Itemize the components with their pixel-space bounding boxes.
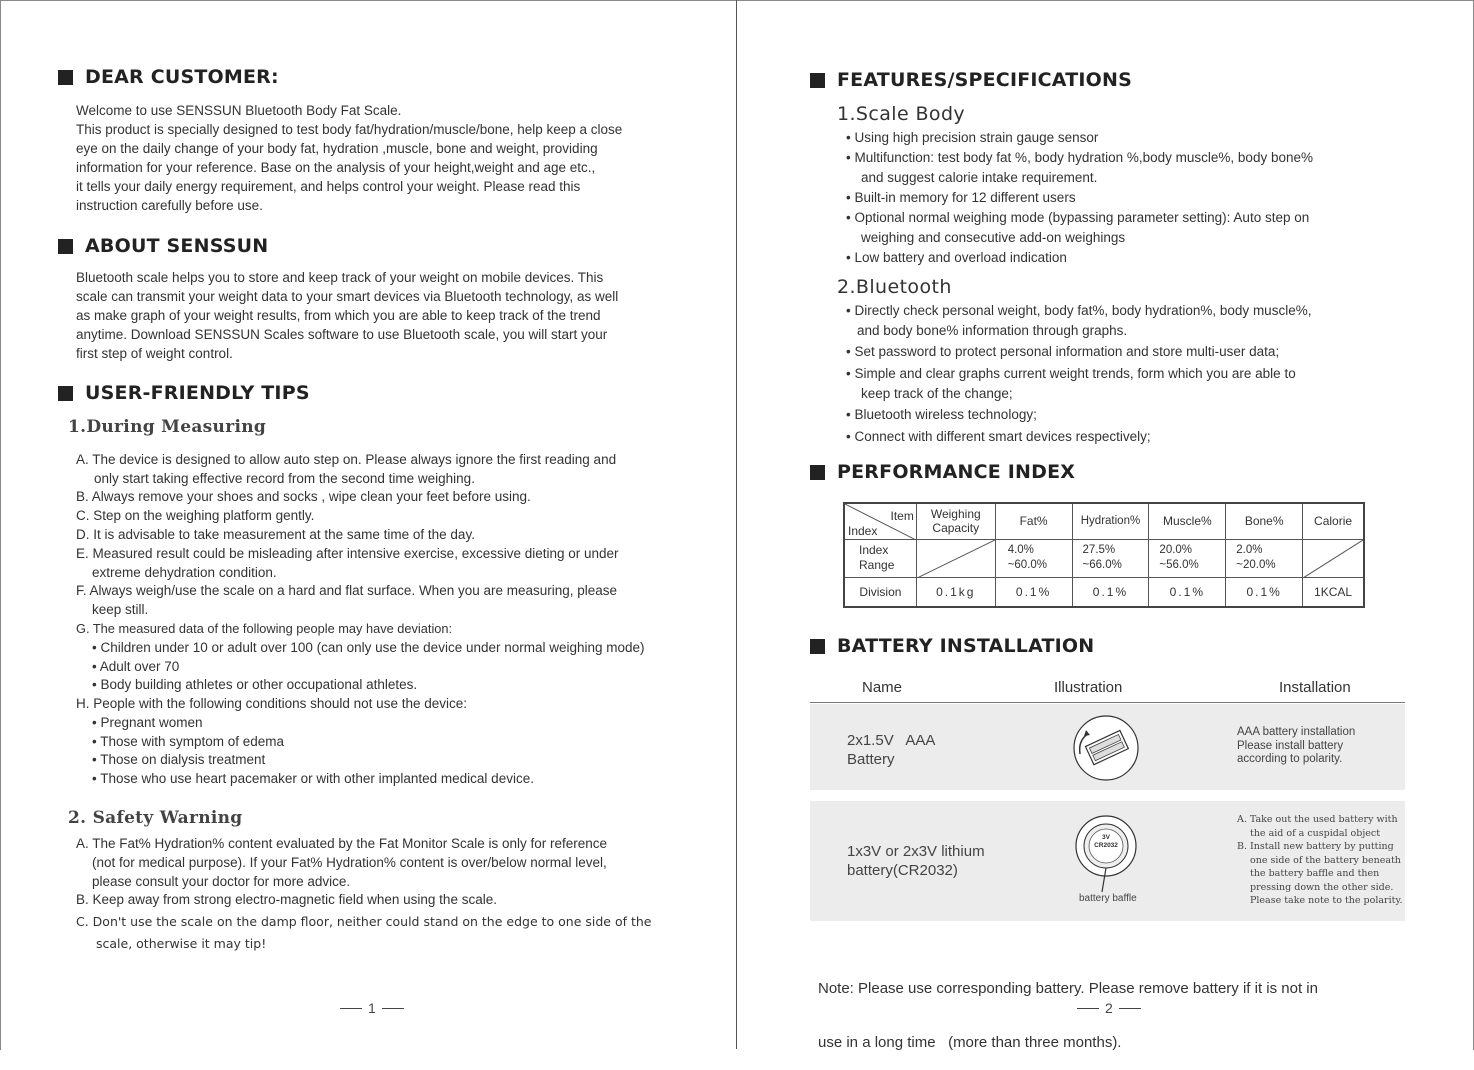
battery-header-rule — [810, 702, 1405, 703]
heading-text: PERFORMANCE INDEX — [837, 461, 1076, 483]
list-item: • Set password to protect personal information and store multi-user data; — [846, 344, 1280, 359]
battery-name-line: 1x3V or 2x3V lithium — [847, 843, 985, 860]
diagonal-line — [1303, 540, 1363, 578]
list-item: D. It is advisable to take measurement at the same time of the day. — [76, 527, 475, 542]
subheading-scale-body: 1.Scale Body — [837, 103, 966, 125]
header-muscle: Muscle% — [1149, 503, 1226, 539]
table-row — [844, 503, 1364, 539]
list-item: and suggest calorie intake requirement. — [861, 170, 1098, 185]
list-item: (not for medical purpose). If your Fat% Hydration% content is over/below normal level, — [92, 855, 607, 870]
row-label-division: Division — [844, 577, 916, 607]
battery-name-cr2032 — [847, 842, 985, 880]
note-line: Note: Please use corresponding battery. Please remove battery if it is not in — [818, 980, 1318, 997]
list-item: G. The measured data of the following people may have deviation: — [76, 621, 453, 636]
battery-name-line: Battery — [847, 751, 895, 768]
install-line: AAA battery installation — [1237, 726, 1356, 738]
list-item: only start taking effective record from the second time weighing. — [94, 471, 475, 486]
paragraph-line: information for your reference. Base on the analysis of your height,weight and age etc., — [76, 160, 596, 175]
coin-battery-icon — [1070, 812, 1146, 894]
install-line: B. Install new battery by putting — [1237, 841, 1394, 852]
division-cell-capacity: 0.1kg — [916, 577, 995, 607]
paragraph-line: instruction carefully before use. — [76, 198, 263, 213]
page-number-text: 2 — [1105, 1000, 1113, 1016]
bullet-square-icon — [810, 465, 825, 480]
page-divider — [736, 0, 737, 1049]
list-item: • Built-in memory for 12 different users — [846, 190, 1076, 205]
section-heading-dear-customer — [58, 66, 279, 88]
paragraph-line: first step of weight control. — [76, 346, 233, 361]
install-line: A. Take out the used battery with — [1237, 814, 1398, 825]
list-item: • Children under 10 or adult over 100 (can only use the device under normal weighing mode) — [92, 640, 645, 655]
battery-name-line: battery(CR2032) — [847, 862, 958, 879]
install-line: Please take note to the polarity. — [1250, 895, 1403, 906]
list-item: • Using high precision strain gauge sensor — [846, 130, 1099, 145]
list-item: please consult your doctor for more advice. — [92, 874, 351, 889]
range-cell-calorie — [1303, 539, 1364, 577]
list-item: C. Step on the weighing platform gently. — [76, 508, 315, 523]
list-item: weighing and consecutive add-on weighings — [861, 230, 1126, 245]
section-heading-battery-installation — [810, 635, 1094, 657]
bullet-square-icon — [58, 386, 73, 401]
range-cell-bone: 2.0% ~20.0% — [1226, 539, 1303, 577]
battery-install-aaa — [1237, 726, 1355, 767]
dear-customer-paragraph — [76, 101, 696, 215]
paragraph-line: This product is specially designed to test body fat/hydration/muscle/bone, help keep a close — [76, 122, 623, 137]
list-item: keep track of the change; — [861, 386, 1013, 401]
install-line: Please install battery — [1237, 739, 1344, 752]
list-item: • Connect with different smart devices respectively; — [846, 429, 1151, 444]
corner-item-label: Item — [890, 509, 914, 523]
coin-text: 3V — [1102, 834, 1110, 841]
page-number-text: 1 — [368, 1000, 376, 1016]
paragraph-line: anytime. Download SENSSUN Scales software to use Bluetooth scale, you will start your — [76, 327, 608, 342]
performance-index-table — [843, 502, 1365, 608]
range-cell-capacity — [916, 539, 995, 577]
section-heading-performance-index — [810, 461, 1075, 483]
page-number-2 — [1071, 1000, 1147, 1016]
heading-text: FEATURES/SPECIFICATIONS — [837, 69, 1132, 91]
list-item: B. Keep away from strong electro-magnetic field when using the scale. — [76, 892, 497, 907]
bullet-square-icon — [58, 239, 73, 254]
heading-text: DEAR CUSTOMER: — [85, 66, 279, 88]
list-item: H. People with the following conditions should not use the device: — [76, 696, 467, 711]
list-item: E. Measured result could be misleading after intensive exercise, excessive dieting or under — [76, 546, 619, 561]
battery-name-aaa — [847, 731, 935, 769]
list-item: • Multifunction: test body fat %, body hydration %,body muscle%, body bone% — [846, 150, 1313, 165]
header-bone: Bone% — [1226, 503, 1303, 539]
battery-col-illustration: Illustration — [1054, 679, 1123, 696]
install-line: pressing down the other side. — [1250, 881, 1394, 893]
list-item: A. The device is designed to allow auto step on. Please always ignore the first reading and — [76, 452, 617, 467]
header-calorie: Calorie — [1303, 503, 1364, 539]
battery-col-installation: Installation — [1279, 679, 1351, 696]
heading-text: USER-FRIENDLY TIPS — [85, 382, 310, 404]
heading-text: ABOUT SENSSUN — [85, 235, 269, 257]
list-item: • Optional normal weighing mode (bypassing parameter setting): Auto step on — [846, 210, 1310, 225]
list-item: A. The Fat% Hydration% content evaluated by the Fat Monitor Scale is only for reference — [76, 836, 608, 851]
bullet-square-icon — [810, 73, 825, 88]
about-senssun-paragraph — [76, 268, 696, 363]
header-hydration: Hydration% — [1072, 503, 1149, 539]
list-item: F. Always weigh/use the scale on a hard and flat surface. When you are measuring, please — [76, 583, 618, 598]
section-heading-user-friendly-tips — [58, 382, 310, 404]
corner-index-label: Index — [848, 523, 878, 538]
battery-col-name: Name — [862, 679, 903, 696]
battery-install-cr2032 — [1237, 813, 1403, 908]
battery-name-line: 2x1.5V AAA — [847, 732, 936, 749]
paragraph-line: eye on the daily change of your body fat, hydration ,muscle, bone and weight, providing — [76, 141, 598, 156]
list-item: • Simple and clear graphs current weight trends, form which you are able to — [846, 366, 1296, 381]
list-item: extreme dehydration condition. — [92, 565, 277, 580]
list-item: • Pregnant women — [92, 715, 203, 730]
bullet-square-icon — [58, 70, 73, 85]
install-line: one side of the battery beneath — [1250, 854, 1401, 866]
section-heading-features — [810, 69, 1132, 91]
paragraph-line: it tells your daily energy requirement, and helps control your weight. Please read this — [76, 179, 581, 194]
install-line: the aid of a cuspidal object — [1250, 827, 1381, 839]
division-cell-muscle: 0.1% — [1149, 577, 1226, 607]
paragraph-line: Bluetooth scale helps you to store and keep track of your weight on mobile devices. This — [76, 270, 604, 285]
list-item: C. Don't use the scale on the damp floor, neither could stand on the edge to one side of the — [76, 914, 652, 929]
subheading-during-measuring: 1.During Measuring — [68, 417, 267, 437]
bullet-square-icon — [810, 639, 825, 654]
install-line: the battery baffle and then — [1250, 868, 1380, 879]
aaa-battery-compartment-icon — [1072, 714, 1140, 782]
paragraph-line: Welcome to use SENSSUN Bluetooth Body Fat Scale. — [76, 103, 402, 118]
list-item: scale, otherwise it may tip! — [96, 936, 267, 951]
range-cell-fat: 4.0% ~60.0% — [995, 539, 1072, 577]
list-item: • Low battery and overload indication — [846, 250, 1067, 265]
section-heading-about-senssun — [58, 235, 268, 257]
diagonal-line — [917, 540, 995, 578]
list-item: B. Always remove your shoes and socks , wipe clean your feet before using. — [76, 489, 531, 504]
list-item: keep still. — [92, 602, 149, 617]
subheading-bluetooth: 2.Bluetooth — [837, 276, 952, 298]
paragraph-line: scale can transmit your weight data to your smart devices via Bluetooth technology, as well — [76, 289, 619, 304]
page-number-1 — [334, 1000, 410, 1016]
paragraph-line: as make graph of your weight results, from which you are able to keep track of the trend — [76, 308, 601, 323]
range-cell-muscle: 20.0% ~56.0% — [1149, 539, 1226, 577]
note-line: use in a long time (more than three months). — [818, 1034, 1122, 1051]
division-cell-calorie: 1KCAL — [1303, 577, 1364, 607]
coin-battery-label — [1094, 834, 1118, 850]
header-weighing-capacity: Weighing Capacity — [916, 503, 995, 539]
division-cell-hydration: 0.1% — [1072, 577, 1149, 607]
battery-note — [818, 944, 1318, 1070]
list-item: • Body building athletes or other occupational athletes. — [92, 677, 418, 692]
division-cell-fat: 0.1% — [995, 577, 1072, 607]
coin-text: CR2032 — [1094, 842, 1118, 849]
table-row — [844, 539, 1364, 577]
install-line: according to polarity. — [1237, 753, 1343, 765]
heading-text: BATTERY INSTALLATION — [837, 635, 1095, 657]
table-row — [844, 577, 1364, 607]
battery-baffle-caption: battery baffle — [1079, 893, 1137, 904]
header-fat: Fat% — [995, 503, 1072, 539]
list-item: • Directly check personal weight, body fat%, body hydration%, body muscle%, — [846, 303, 1312, 318]
list-item: • Those who use heart pacemaker or with other implanted medical device. — [92, 771, 534, 786]
subheading-safety-warning: 2. Safety Warning — [68, 808, 243, 828]
division-cell-bone: 0.1% — [1226, 577, 1303, 607]
list-item: • Those on dialysis treatment — [92, 752, 266, 767]
list-item: • Adult over 70 — [92, 659, 180, 674]
list-item: and body bone% information through graphs. — [857, 323, 1128, 338]
table-corner-cell — [844, 503, 916, 539]
list-item: • Those with symptom of edema — [92, 734, 285, 749]
list-item: • Bluetooth wireless technology; — [846, 407, 1037, 422]
range-cell-hydration: 27.5% ~66.0% — [1072, 539, 1149, 577]
row-label-index-range: Index Range — [844, 539, 916, 577]
